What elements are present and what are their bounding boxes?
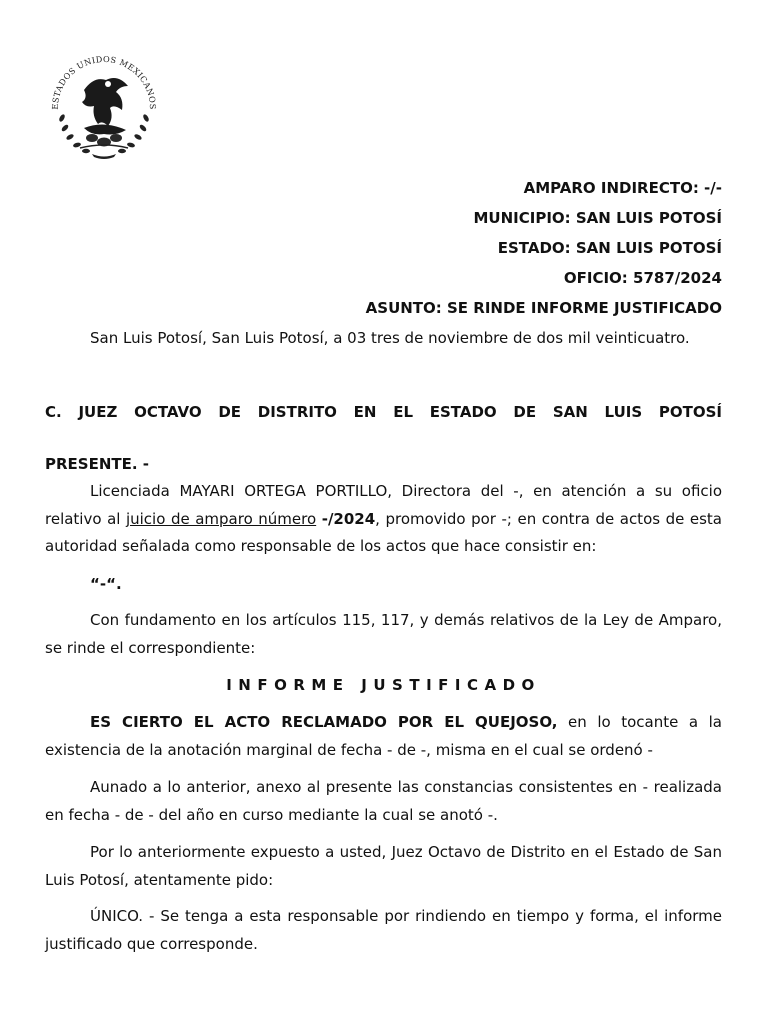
- amparo-line: AMPARO INDIRECTO: -/-: [523, 179, 722, 197]
- asunto-line: ASUNTO: SE RINDE INFORME JUSTIFICADO: [365, 299, 722, 317]
- quoted-acts: “-“.: [90, 575, 122, 593]
- act-claimed-bold: ES CIERTO EL ACTO RECLAMADO POR EL QUEJOSO,: [90, 713, 558, 731]
- oficio-line: OFICIO: 5787/2024: [563, 269, 722, 287]
- intro-text-a: Licenciada MAYARI ORTEGA PORTILLO, Directora del -, en atención a su oficio relativo al: [45, 482, 722, 528]
- document-header: [366, 176, 722, 326]
- act-claimed-rest: en lo tocante a la existencia de la anotación marginal de fecha - de -, misma en el cual se ordenó -: [45, 713, 722, 759]
- addressee-line: C. JUEZ OCTAVO DE DISTRITO EN EL ESTADO DE SAN LUIS POTOSÍ: [45, 403, 722, 421]
- coat-of-arms-seal: [44, 46, 164, 168]
- paragraph-legal-basis: Con fundamento en los artículos 115, 117, y demás relativos de la Ley de Amparo, se rinde el correspondiente:: [45, 611, 722, 657]
- estado-line: ESTADO: SAN LUIS POTOSÍ: [497, 239, 722, 257]
- mexican-coat-of-arms-icon: [44, 46, 164, 168]
- municipio-line: MUNICIPIO: SAN LUIS POTOSÍ: [473, 209, 722, 227]
- case-reference: juicio de amparo número: [125, 509, 317, 528]
- seal-text: ESTADOS UNIDOS MEXICANOS: [49, 53, 159, 110]
- paragraph-annex: Aunado a lo anterior, anexo al presente las constancias consistentes en - realizada en fecha - de - del año en curso mediante la cual se anotó -.: [45, 778, 722, 824]
- date-line: San Luis Potosí, San Luis Potosí, a 03 tres de noviembre de dos mil veinticuatro.: [90, 329, 690, 347]
- paragraph-act-claimed: [45, 709, 722, 764]
- intro-text-b: , promovido por -; en contra de actos de esta autoridad señalada como responsable de los actos que hace consistir en:: [45, 509, 722, 555]
- paragraph-unico: ÚNICO. - Se tenga a esta responsable por rindiendo en tiempo y forma, el informe justificado que corresponde.: [45, 907, 722, 953]
- paragraph-request: Por lo anteriormente expuesto a usted, Juez Octavo de Distrito en el Estado de San Luis Potosí, atentamente pido:: [45, 843, 722, 889]
- presente-line: PRESENTE. -: [45, 455, 150, 473]
- paragraph-intro: [45, 478, 722, 561]
- case-number: -/2024: [321, 509, 376, 528]
- report-title: INFORME JUSTIFICADO: [226, 676, 541, 694]
